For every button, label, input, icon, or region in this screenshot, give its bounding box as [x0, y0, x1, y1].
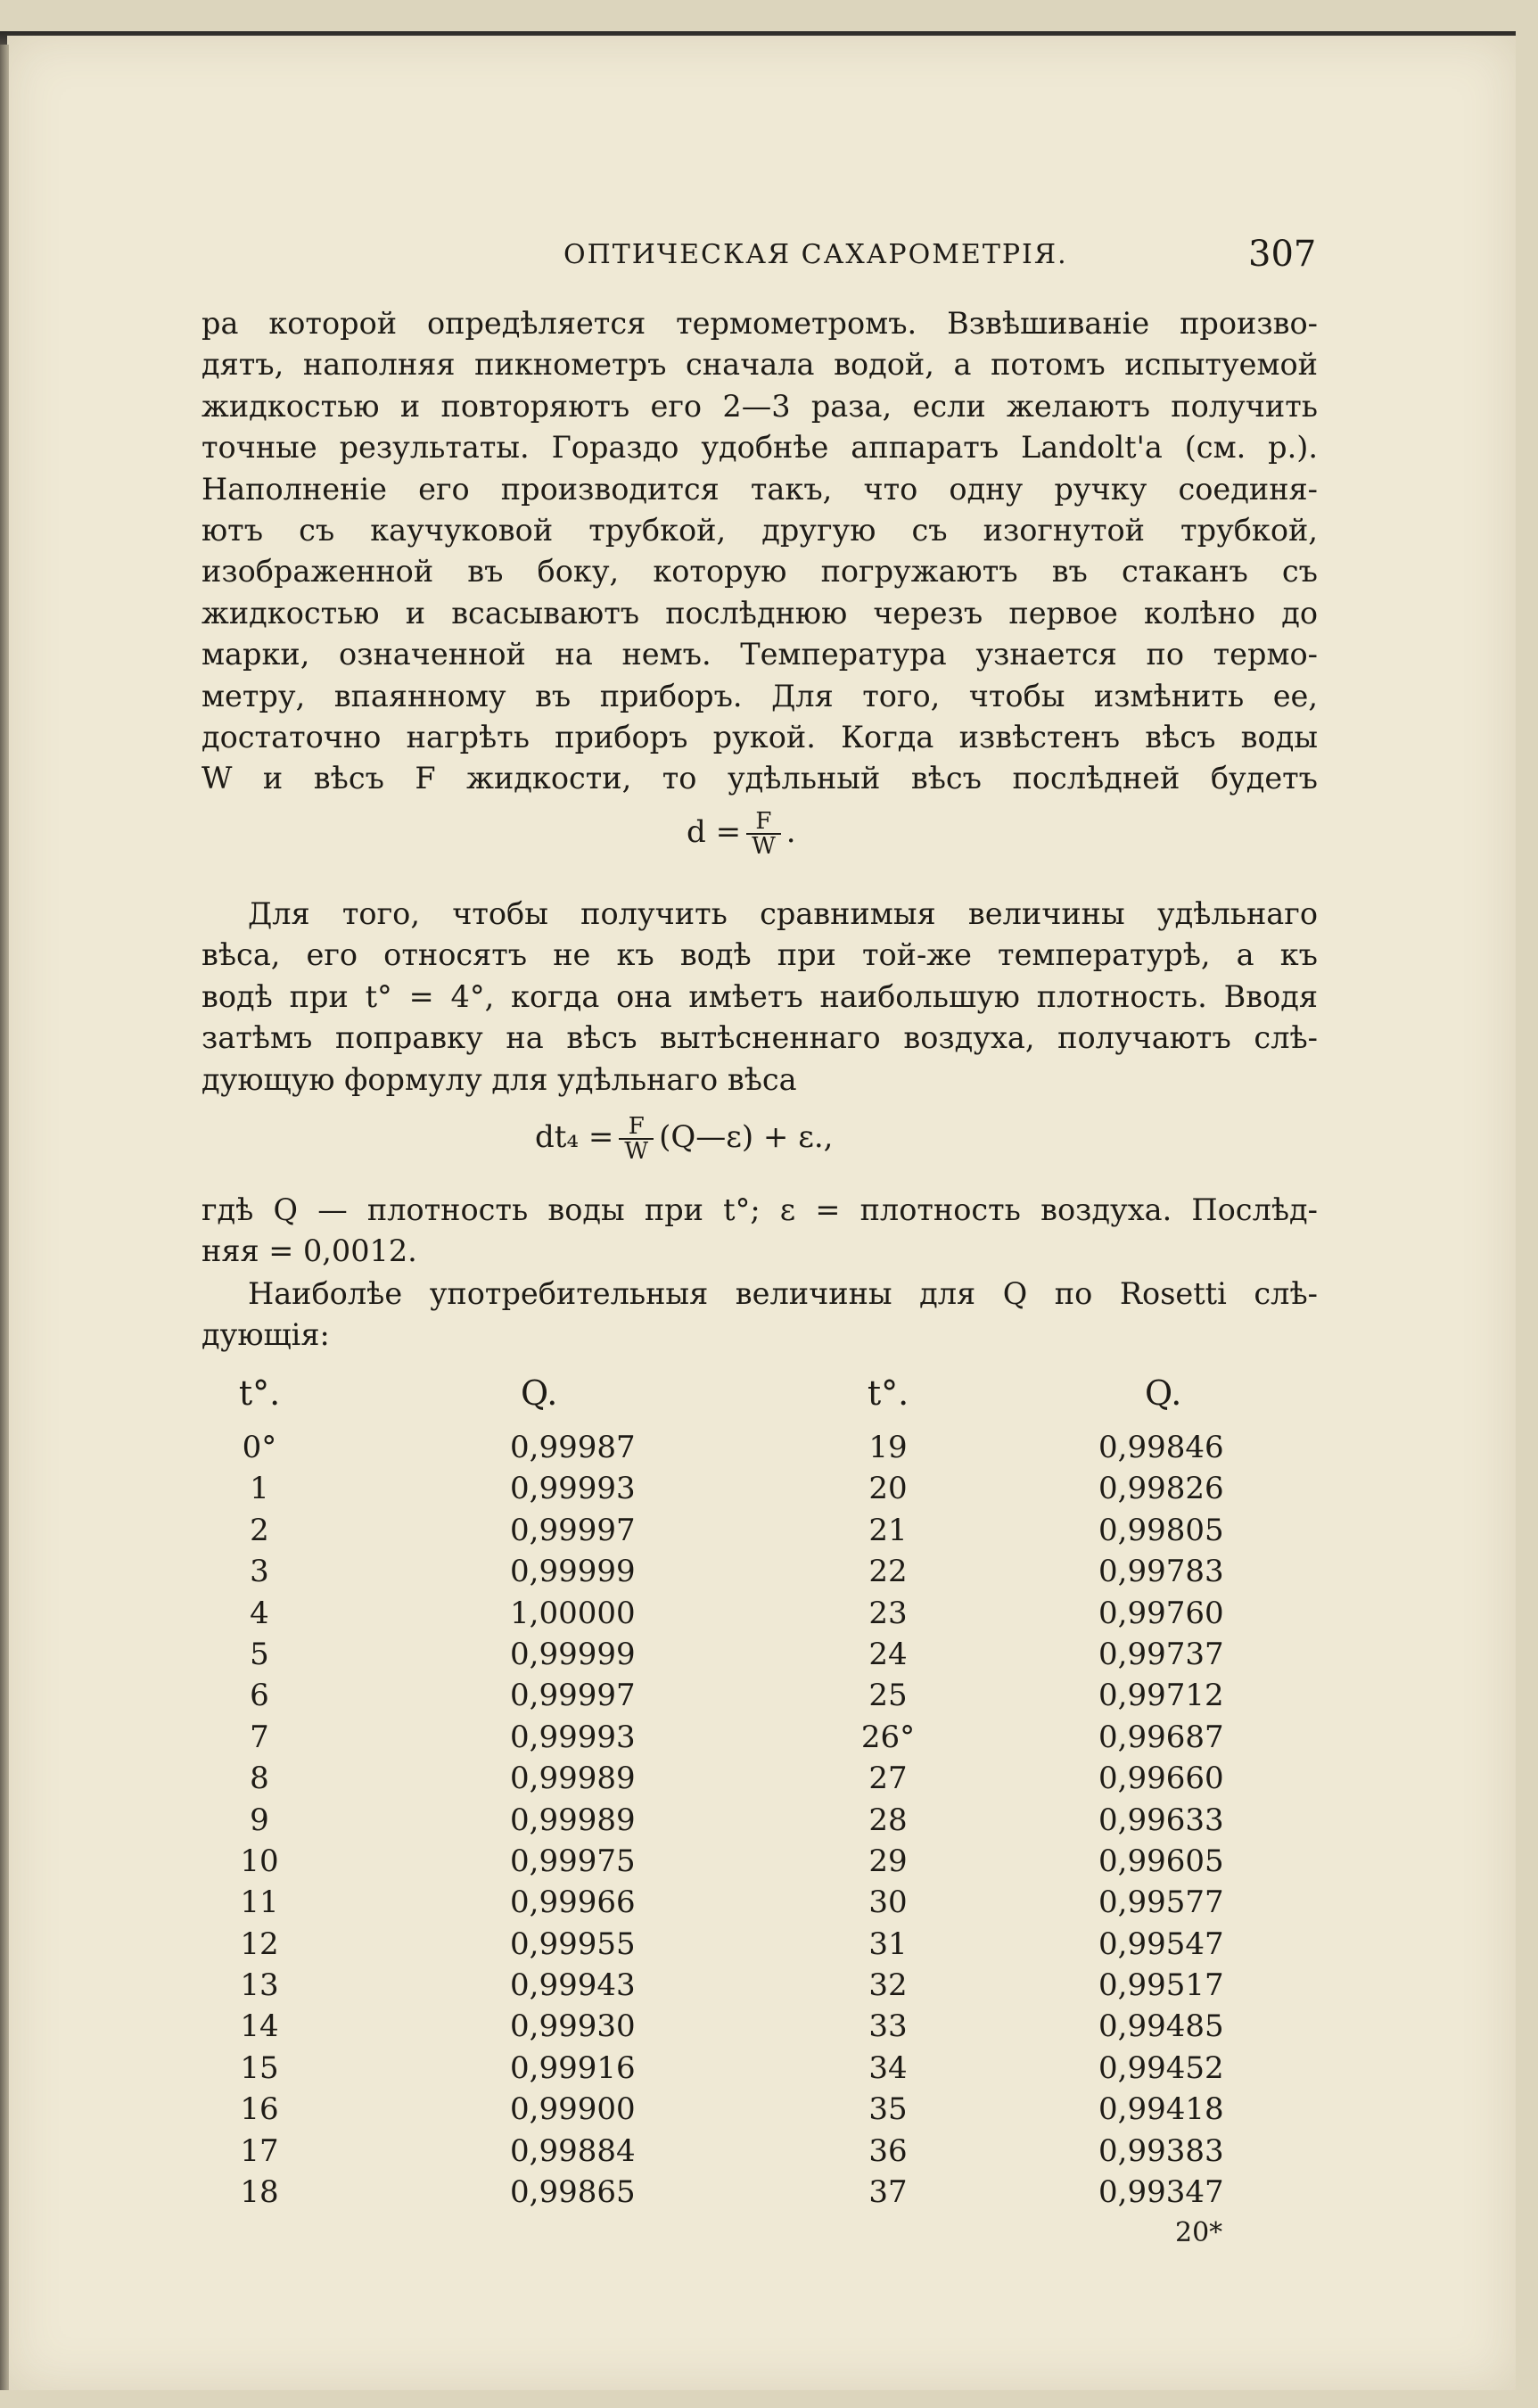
text-line: ра которой опредѣляется термометромъ. Взвѣшиваніе произво- — [202, 306, 1318, 341]
text-line: W и вѣсъ F жидкости, то удѣльный вѣсъ послѣдней будетъ — [202, 761, 1318, 796]
text-line: достаточно нагрѣть приборъ рукой. Когда извѣстенъ вѣсъ воды — [202, 720, 1318, 755]
header-temperature: t°. — [238, 1373, 281, 1413]
density-cell: 0,99452 — [1098, 2049, 1224, 2086]
temperature-cell: 10 — [240, 1843, 279, 1879]
paragraph-2 — [202, 894, 1318, 1101]
density-cell: 0,99633 — [1098, 1802, 1224, 1838]
fraction — [746, 810, 781, 858]
density-cell: 0,99916 — [510, 2049, 636, 2086]
temperature-cell: 32 — [868, 1967, 908, 2004]
density-cell: 0,99930 — [510, 2008, 636, 2045]
temperature-cell: 24 — [868, 1636, 908, 1672]
table-row — [202, 2048, 1318, 2089]
formula-specific-gravity — [535, 1115, 833, 1163]
text-line: метру, впаянному въ приборъ. Для того, чтобы измѣнить ее, — [202, 678, 1318, 713]
table-row — [202, 1924, 1318, 1965]
table-row — [202, 1800, 1318, 1841]
table-row — [202, 1468, 1318, 1509]
text-line: гдѣ Q — плотность воды при t°; ε = плотность воздуха. Послѣд- — [202, 1192, 1318, 1227]
text-line: дующія: — [202, 1317, 330, 1353]
temperature-cell: 36 — [868, 2132, 908, 2169]
density-cell: 0,99783 — [1098, 1554, 1224, 1590]
text-line: затѣмъ поправку на вѣсъ вытѣсненнаго воздуха, получаютъ слѣ- — [202, 1020, 1318, 1056]
density-cell: 0,99846 — [1098, 1430, 1224, 1465]
density-cell: 0,99955 — [510, 1926, 636, 1962]
text-line: изображенной въ боку, которую погружаютъ въ стаканъ съ — [202, 554, 1318, 590]
signature-mark: 20* — [1175, 2217, 1223, 2248]
temperature-cell: 12 — [240, 1926, 279, 1962]
formula-density — [687, 810, 796, 858]
table-row — [202, 1882, 1318, 1923]
text-line: няя = 0,0012. — [202, 1233, 417, 1269]
fraction-denominator: W — [752, 833, 776, 860]
running-title: ОПТИЧЕСКАЯ САХАРОМЕТРІЯ. — [563, 239, 1068, 270]
formula-lhs: dt₄ = — [535, 1119, 614, 1155]
density-cell: 0,99517 — [1098, 1967, 1224, 2004]
text-line: водѣ при t° = 4°, когда она имѣетъ наибольшую плотность. Вводя — [202, 978, 1318, 1014]
table-row — [202, 1510, 1318, 1551]
density-cell: 0,99660 — [1098, 1761, 1224, 1797]
temperature-cell: 0° — [242, 1430, 277, 1465]
text-line: Для того, чтобы получить сравнимыя величины удѣльнаго — [248, 896, 1318, 931]
fraction-denominator: W — [624, 1138, 649, 1165]
text-line: дятъ, наполняя пикнометръ сначала водой, а потомъ испытуемой — [202, 347, 1318, 383]
table-row — [202, 1675, 1318, 1716]
density-cell: 0,99485 — [1098, 2008, 1224, 2045]
paragraph-3 — [202, 1190, 1318, 1273]
density-cell: 0,99943 — [510, 1967, 636, 2004]
table-body — [202, 1427, 1318, 2213]
text-line: дующую формулу для удѣльнаго вѣса — [202, 1061, 797, 1097]
table-header — [202, 1373, 1318, 1427]
density-cell: 0,99989 — [510, 1761, 636, 1797]
table-row — [202, 2006, 1318, 2047]
density-cell: 0,99418 — [1098, 2091, 1224, 2128]
temperature-cell: 7 — [250, 1719, 269, 1755]
formula-tail: (Q—ε) + ε., — [659, 1119, 834, 1155]
density-cell: 1,00000 — [510, 1595, 636, 1631]
density-cell: 0,99884 — [510, 2132, 636, 2169]
temperature-cell: 25 — [868, 1678, 908, 1714]
header-density: Q. — [1145, 1373, 1182, 1413]
temperature-cell: 21 — [868, 1512, 908, 1548]
density-cell: 0,99865 — [510, 2174, 636, 2211]
formula-tail: . — [785, 814, 796, 850]
temperature-cell: 35 — [868, 2091, 908, 2128]
temperature-cell: 9 — [250, 1802, 269, 1838]
density-cell: 0,99993 — [510, 1471, 636, 1507]
table-row — [202, 1427, 1318, 1468]
temperature-cell: 18 — [240, 2174, 279, 2211]
header-temperature: t°. — [867, 1373, 909, 1413]
temperature-cell: 15 — [240, 2049, 279, 2086]
density-cell: 0,99999 — [510, 1554, 636, 1590]
text-line: жидкостью и всасываютъ послѣднюю черезъ первое колѣно до — [202, 595, 1318, 631]
density-cell: 0,99997 — [510, 1678, 636, 1714]
fraction — [619, 1115, 654, 1163]
table-row — [202, 1758, 1318, 1799]
temperature-cell: 28 — [868, 1802, 908, 1838]
fraction-numerator: F — [619, 1115, 654, 1140]
text-line: марки, означенной на немъ. Температура узнается по термо- — [202, 637, 1318, 672]
fraction-numerator: F — [746, 810, 781, 835]
density-cell: 0,99712 — [1098, 1678, 1224, 1714]
temperature-cell: 5 — [250, 1636, 269, 1672]
header-density: Q. — [521, 1373, 558, 1413]
density-cell: 0,99993 — [510, 1719, 636, 1755]
density-cell: 0,99826 — [1098, 1471, 1224, 1507]
temperature-cell: 16 — [240, 2091, 279, 2128]
text-line: точные результаты. Гораздо удобнѣе аппаратъ Landolt'a (см. р.). — [202, 430, 1318, 466]
temperature-cell: 26° — [860, 1719, 916, 1755]
temperature-cell: 20 — [868, 1471, 908, 1507]
table-row — [202, 2089, 1318, 2130]
table-row — [202, 1841, 1318, 1882]
text-line: ютъ съ каучуковой трубкой, другую съ изогнутой трубкой, — [202, 513, 1318, 548]
density-cell: 0,99737 — [1098, 1636, 1224, 1672]
table-row — [202, 1593, 1318, 1634]
table-row — [202, 1965, 1318, 2006]
temperature-cell: 19 — [868, 1430, 908, 1465]
temperature-cell: 17 — [240, 2132, 279, 2169]
page-number: 307 — [1248, 234, 1317, 275]
temperature-cell: 4 — [250, 1595, 269, 1631]
density-cell: 0,99975 — [510, 1843, 636, 1879]
table-row — [202, 1634, 1318, 1675]
paragraph-4 — [202, 1274, 1318, 1357]
density-cell: 0,99383 — [1098, 2132, 1224, 2169]
table-row — [202, 2172, 1318, 2213]
density-cell: 0,99900 — [510, 2091, 636, 2128]
temperature-cell: 27 — [868, 1761, 908, 1797]
temperature-cell: 6 — [250, 1678, 269, 1714]
density-cell: 0,99605 — [1098, 1843, 1224, 1879]
density-cell: 0,99999 — [510, 1636, 636, 1672]
page-header — [0, 234, 1538, 278]
temperature-cell: 23 — [868, 1595, 908, 1631]
density-cell: 0,99347 — [1098, 2174, 1224, 2211]
density-cell: 0,99987 — [510, 1430, 636, 1465]
density-cell: 0,99989 — [510, 1802, 636, 1838]
density-cell: 0,99687 — [1098, 1719, 1224, 1755]
text-line: жидкостью и повторяютъ его 2—3 раза, если желаютъ получить — [202, 388, 1318, 424]
table-row — [202, 1717, 1318, 1758]
temperature-cell: 30 — [868, 1884, 908, 1921]
temperature-cell: 11 — [240, 1884, 279, 1921]
formula-lhs: d = — [687, 814, 742, 850]
temperature-cell: 22 — [868, 1554, 908, 1590]
scan-left-edge — [0, 45, 9, 2390]
temperature-cell: 34 — [868, 2049, 908, 2086]
density-cell: 0,99547 — [1098, 1926, 1224, 1962]
temperature-cell: 3 — [250, 1554, 269, 1590]
paragraph-1 — [202, 303, 1318, 800]
temperature-cell: 8 — [250, 1761, 269, 1797]
temperature-cell: 2 — [250, 1512, 269, 1548]
density-cell: 0,99577 — [1098, 1884, 1224, 1921]
density-cell: 0,99805 — [1098, 1512, 1224, 1548]
temperature-cell: 31 — [868, 1926, 908, 1962]
density-cell: 0,99997 — [510, 1512, 636, 1548]
text-line: Наполненіе его производится такъ, что одну ручку соединя- — [202, 471, 1318, 507]
table-row — [202, 2131, 1318, 2172]
text-line: вѣса, его относятъ не къ водѣ при той-же температурѣ, а къ — [202, 937, 1318, 973]
density-cell: 0,99760 — [1098, 1595, 1224, 1631]
temperature-cell: 33 — [868, 2008, 908, 2045]
temperature-cell: 29 — [868, 1843, 908, 1879]
temperature-cell: 1 — [250, 1471, 269, 1507]
temperature-cell: 14 — [240, 2008, 279, 2045]
density-cell: 0,99966 — [510, 1884, 636, 1921]
temperature-cell: 37 — [868, 2174, 908, 2211]
temperature-cell: 13 — [240, 1967, 279, 2004]
density-table — [202, 1373, 1318, 2213]
table-row — [202, 1551, 1318, 1592]
text-line: Наиболѣе употребительныя величины для Q по Rosetti слѣ- — [248, 1276, 1318, 1311]
